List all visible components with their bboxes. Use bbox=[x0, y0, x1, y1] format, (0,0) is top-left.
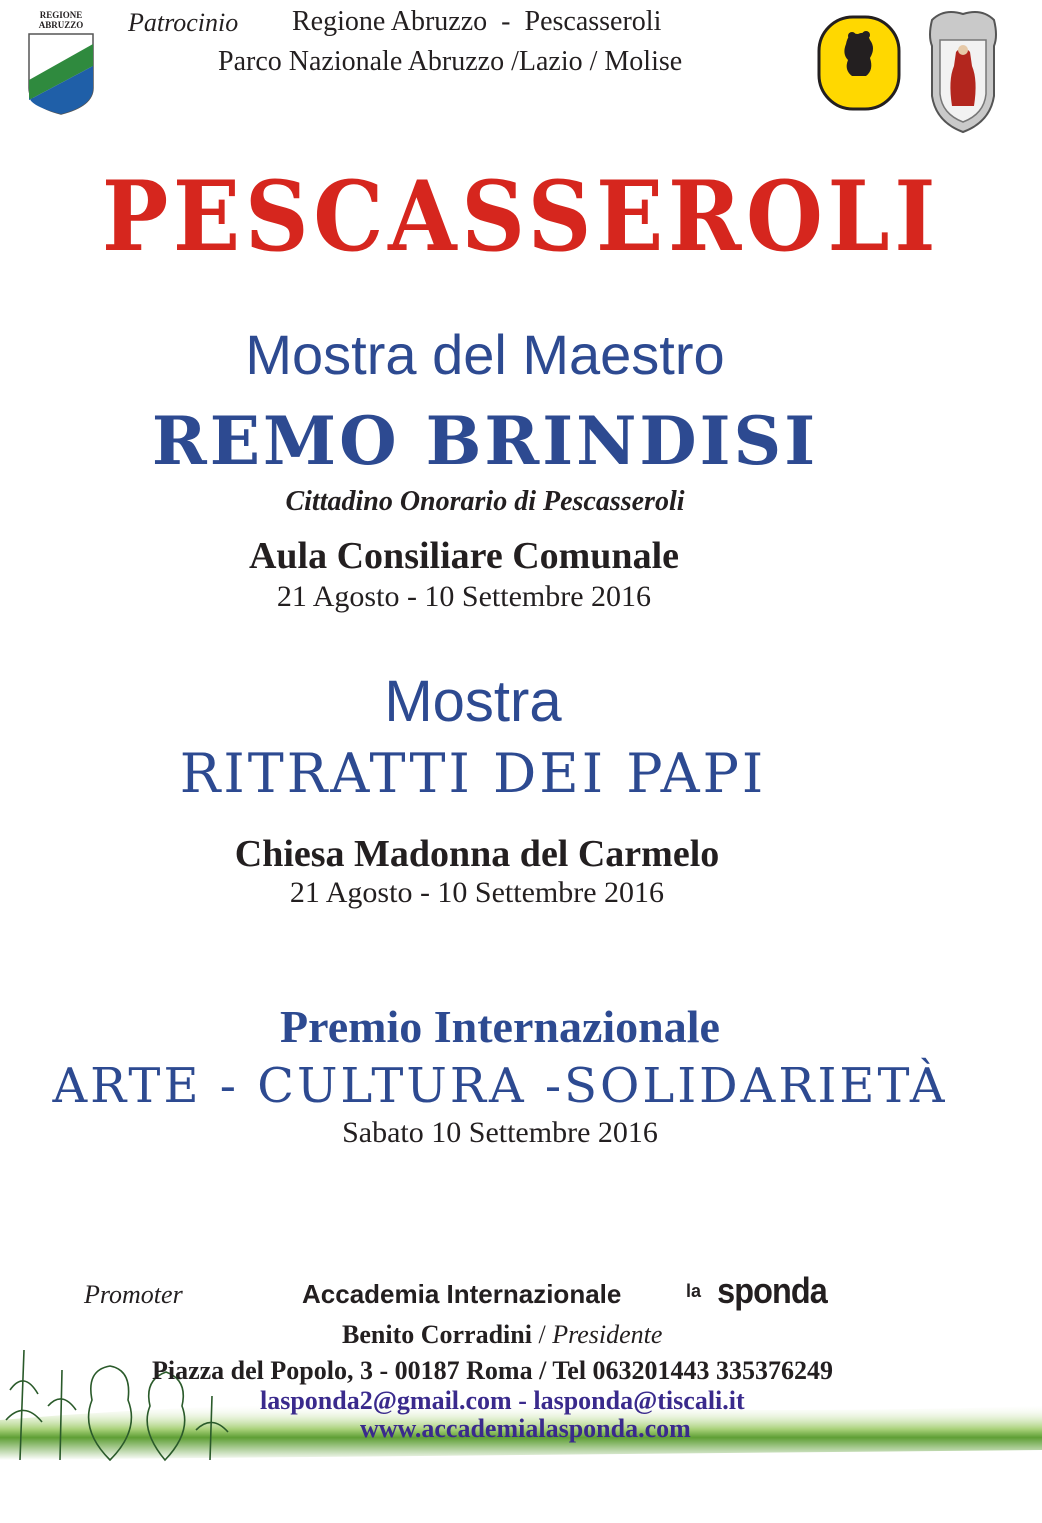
main-title: PESCASSEROLI bbox=[101, 160, 941, 273]
exhibition1-artist: REMO BRINDISI bbox=[151, 402, 819, 480]
exhibition2-title: RITRATTI DEI PAPI bbox=[179, 742, 767, 805]
parco-nazionale-logo bbox=[816, 14, 902, 112]
president-role: Presidente bbox=[552, 1320, 663, 1349]
academy-name: Accademia Internazionale bbox=[302, 1279, 622, 1309]
la-sponda-logo bbox=[686, 1270, 833, 1312]
promoter-label: Promoter bbox=[84, 1280, 183, 1309]
patrocinio-label: Patrocinio bbox=[128, 8, 239, 37]
address-line: Piazza del Popolo, 3 - 00187 Roma / Tel 063201443 335376249 bbox=[152, 1356, 834, 1385]
website-link[interactable]: www.accademialasponda.com bbox=[360, 1414, 691, 1443]
pescasseroli-coat-of-arms bbox=[924, 6, 1002, 134]
award-title: ARTE - CULTURA -SOLIDARIETÀ bbox=[52, 1058, 948, 1114]
regione-abruzzo-logo bbox=[26, 8, 96, 116]
president-separator: / bbox=[531, 1320, 553, 1349]
exhibition1-venue: Aula Consiliare Comunale bbox=[248, 535, 679, 577]
exhibition1-dates: 21 Agosto - 10 Settembre 2016 bbox=[276, 580, 652, 613]
exhibition1-heading: Mostra del Maestro bbox=[245, 323, 725, 386]
exhibition2-heading: Mostra bbox=[384, 669, 562, 734]
award-date: Sabato 10 Settembre 2016 bbox=[342, 1116, 658, 1149]
exhibition2-dates: 21 Agosto - 10 Settembre 2016 bbox=[289, 876, 665, 909]
patroni-line-1: Regione Abruzzo - Pescasseroli bbox=[292, 6, 662, 37]
email-links[interactable]: lasponda2@gmail.com - lasponda@tiscali.it bbox=[260, 1386, 745, 1415]
award-heading: Premio Internazionale bbox=[280, 1001, 720, 1052]
president-name: Benito Corradini bbox=[342, 1320, 532, 1349]
svg-text:REGIONE: REGIONE bbox=[39, 10, 83, 20]
la-sponda-logo-la: la bbox=[686, 1280, 702, 1301]
patroni-line-2: Parco Nazionale Abruzzo /Lazio / Molise bbox=[218, 46, 683, 77]
president-line bbox=[342, 1320, 662, 1350]
svg-text:ABRUZZO: ABRUZZO bbox=[38, 20, 84, 30]
exhibition2-venue: Chiesa Madonna del Carmelo bbox=[234, 833, 720, 875]
la-sponda-logo-name: sponda bbox=[717, 1270, 827, 1311]
exhibition1-subtitle: Cittadino Onorario di Pescasseroli bbox=[285, 486, 685, 517]
